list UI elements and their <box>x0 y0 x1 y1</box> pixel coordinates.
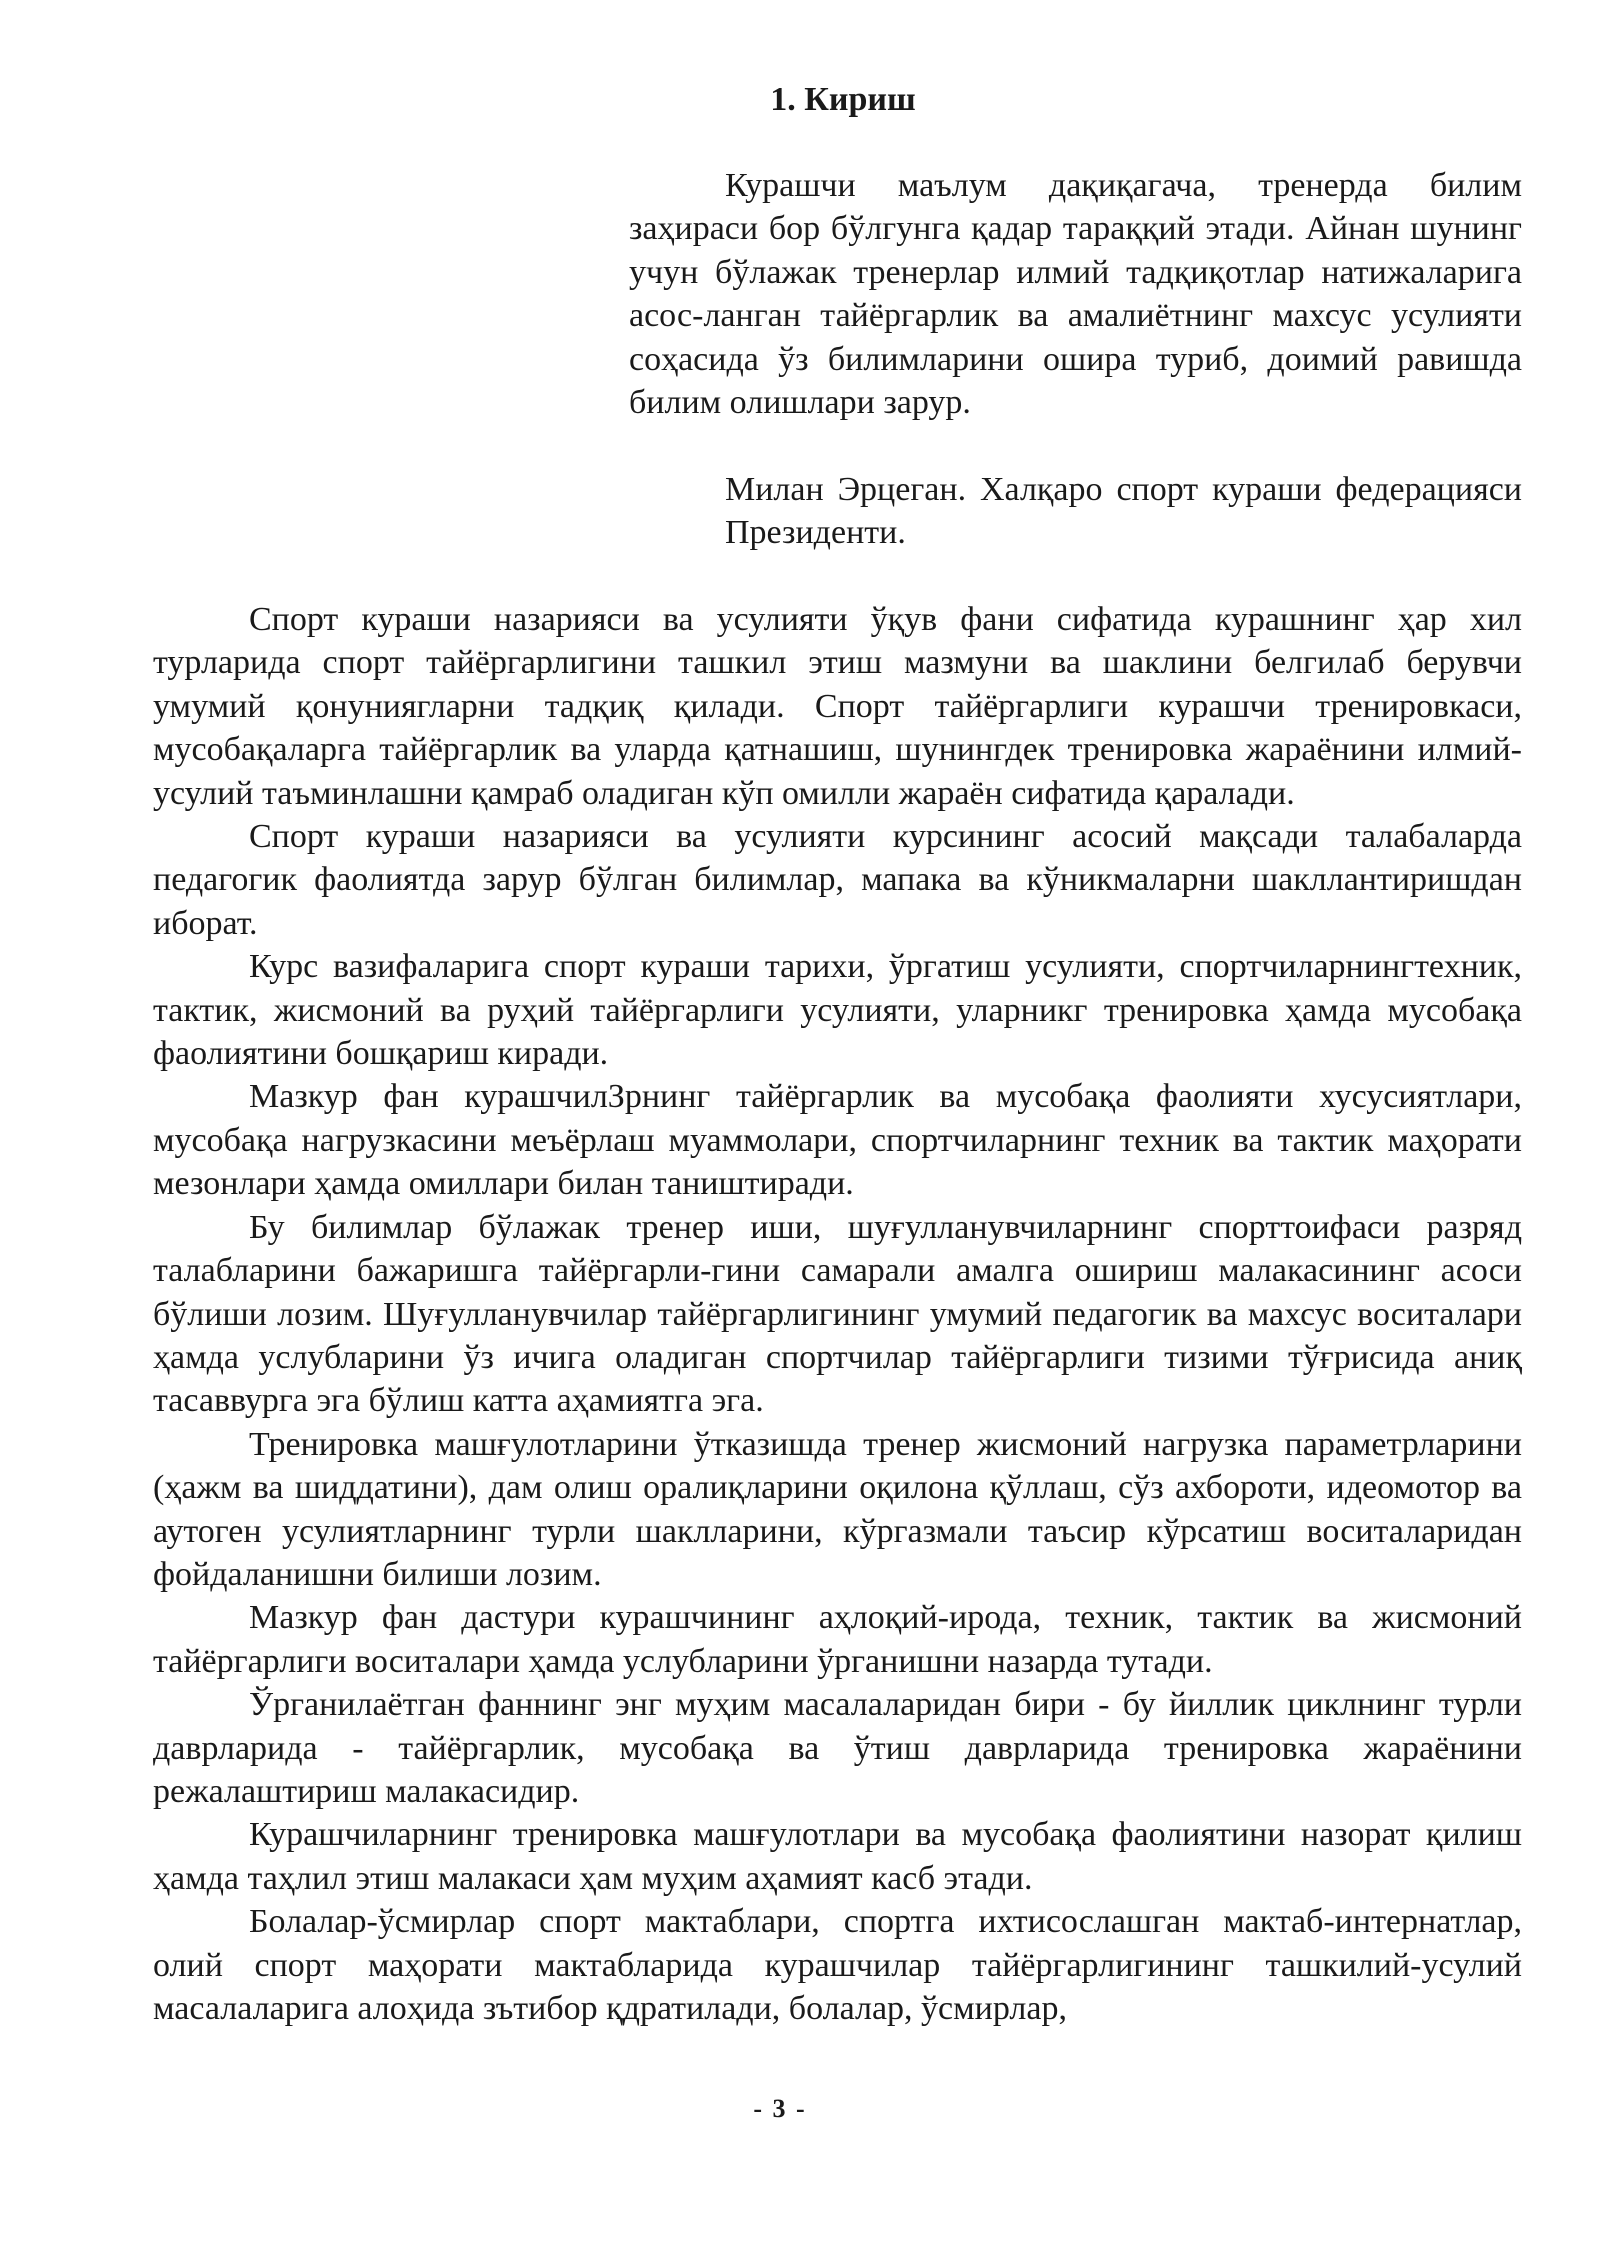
paragraph: Мазкур фан курашчилЗрнинг тайёргарлик ва мусобақа фаолияти хусусиятлари, мусобақа нагрузкасини меъёрлаш муаммолари, спортчиларнинг техник ва тактик маҳорати мезонлари ҳамда омиллари билан таништиради. <box>153 1078 1522 1203</box>
epigraph-quote: Курашчи маълум дақиқагача, тренерда билим заҳираси бор бўлгунга қадар тараққий этади. Айнан шунинг учун бўлажак тренерлар илмий тадқиқотлар натижаларига асос-ланган тайёргарлик ва амалиётнинг махсус усулияти соҳасида ўз билимларини ошира туриб, доимий равишда билим олишлари зарур. <box>629 167 1522 422</box>
epigraph <box>629 164 1522 424</box>
paragraph: Тренировка машғулотларини ўтказишда тренер жисмоний нагрузка параметрларини (ҳажм ва шиддатини), дам олиш оралиқларини оқилона қўллаш, сўз ахбороти, идеомотор ва аутоген усулиятларнинг турли шаклларини, кўргазмали таъсир кўрсатиш воситаларидан фойдаланишни билиши лозим. <box>153 1425 1522 1593</box>
paragraph: Курашчиларнинг тренировка машғулотлари ва мусобақа фаолиятини назорат қилиш ҳамда таҳлил этиш малакаси ҳам муҳим аҳамият касб этади. <box>153 1816 1522 1897</box>
section-heading: 1. Кириш <box>770 81 916 118</box>
paragraph: Ўрганилаётган фаннинг энг муҳим масалаларидан бири - бу йиллик циклнинг турли даврларида - тайёргарлик, мусобақа ва ўтиш даврларида тренировка жараёнини режалаштириш малакасидир. <box>153 1686 1522 1810</box>
paragraph: Мазкур фан дастури курашчининг аҳлоқий-ирода, техник, тактик ва жисмоний тайёргарлиги воситалари ҳамда услубларини ўрганишни назарда тутади. <box>153 1599 1522 1680</box>
paragraph: Курс вазифаларига спорт кураши тарихи, ўргатиш усулияти, спортчиларнингтехник, тактик, жисмоний ва руҳий тайёргарлиги усулияти, уларникг тренировка ҳамда мусобақа фаолиятини бошқариш киради. <box>153 948 1522 1073</box>
body-text <box>153 598 1522 2030</box>
paragraph: Спорт кураши назарияси ва усулияти ўқув фани сифатида курашнинг ҳар хил турларида спорт тайёргарлигини ташкил этиш мазмуни ва шаклини белгилаб берувчи умумий қонуниягларни тадқиқ қилади. Спорт тайёргарлиги курашчи тренировкаси, мусобақаларга тайёргарлик ва уларда қатнашиш, шунингдек тренировка жараёнини илмий-усулий таъминлашни қамраб оладиган кўп омилли жараён сифатида қаралади. <box>153 601 1522 812</box>
epigraph-attribution: Милан Эрцеган. Халқаро спорт кураши федерацияси Президенти. <box>725 471 1522 552</box>
page-number: - 3 - <box>753 2094 807 2123</box>
paragraph: Спорт кураши назарияси ва усулияти курсининг асосий мақсади талабаларда педагогик фаолиятда зарур бўлган билимлар, мапака ва кўникмаларни шакллантиришдан иборат. <box>153 818 1522 942</box>
paragraph: Болалар-ўсмирлар спорт мактаблари, спортга ихтисослашган мактаб-интернатлар, олий спорт маҳорати мактабларида курашчилар тайёргарлигининг ташкилий-усулий масалаларига алоҳида зътибор қдратилади, болалар, ўсмирлар, <box>153 1903 1522 2027</box>
paragraph: Бу билимлар бўлажак тренер иши, шуғулланувчиларнинг спорттоифаси разряд талабларини бажаришга тайёргарли-гини самарали амалга ошириш малакасининг асоси бўлиши лозим. Шуғулланувчилар тайёргарлигининг умумий педагогик ва махсус воситалари ҳамда услубларини ўз ичига оладиган спортчилар тайёргарлиги тизими тўғрисида аниқ тасаввурга эга бўлиш катта аҳамиятга эга. <box>153 1208 1522 1420</box>
